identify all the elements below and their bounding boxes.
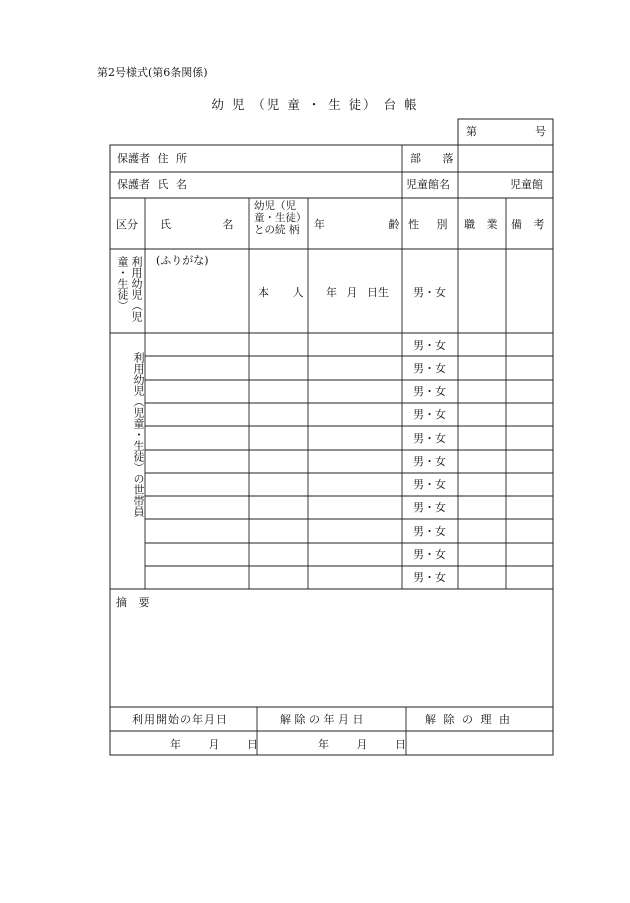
family-row-sex: 男・女 xyxy=(413,548,446,561)
header-age: 年 齢 xyxy=(314,218,400,231)
center-suffix: 児童館 xyxy=(510,178,543,191)
user-furigana: (ふりがな) xyxy=(156,254,209,267)
guardian-name-label: 保護者 氏 名 xyxy=(117,178,187,191)
family-row-sex: 男・女 xyxy=(413,571,446,584)
start-date-value: 年 月 日 xyxy=(170,738,258,751)
number-suffix: 号 xyxy=(535,125,546,138)
header-sex: 性 別 xyxy=(408,218,448,231)
family-row-sex: 男・女 xyxy=(413,385,446,398)
family-category-col2: 利用幼児（児童・生徒）の世帯員 xyxy=(132,352,145,517)
number-prefix: 第 xyxy=(466,125,477,138)
cancel-date-value: 年 月 日 xyxy=(318,738,406,751)
user-relation: 本 人 xyxy=(258,286,304,299)
family-row-sex: 男・女 xyxy=(413,525,446,538)
header-notes: 備 考 xyxy=(511,218,545,231)
header-category: 区分 xyxy=(116,218,138,231)
user-birthdate: 年 月 日生 xyxy=(326,286,389,299)
start-date-label: 利用開始の年月日 xyxy=(132,713,228,726)
family-row-sex: 男・女 xyxy=(413,339,446,352)
district-label: 部 落 xyxy=(410,152,454,165)
form-title: 幼 児 （児 童 ・ 生 徒） 台 帳 xyxy=(211,97,419,112)
family-row-sex: 男・女 xyxy=(413,478,446,491)
user-sex: 男・女 xyxy=(413,286,446,299)
family-row-sex: 男・女 xyxy=(413,432,446,445)
user-row-category: 利用幼児（児童・生徒） xyxy=(116,256,143,322)
form-number: 第2号様式(第6条関係) xyxy=(97,66,208,79)
number-box xyxy=(466,125,546,138)
family-row-sex: 男・女 xyxy=(413,408,446,421)
family-row-sex: 男・女 xyxy=(413,362,446,375)
cancel-date-label: 解 除 の 年 月 日 xyxy=(280,713,364,726)
center-name-label: 児童館名 xyxy=(406,178,450,191)
family-category xyxy=(111,352,145,572)
summary-label: 摘 要 xyxy=(116,596,150,609)
guardian-address-label: 保護者 住 所 xyxy=(117,152,187,165)
header-relation: 幼児（児童・生徒）との続 柄 xyxy=(254,200,302,236)
family-row-sex: 男・女 xyxy=(413,501,446,514)
cancel-reason-label: 解 除 の 理 由 xyxy=(425,713,510,726)
family-row-sex: 男・女 xyxy=(413,455,446,468)
header-name: 氏 名 xyxy=(160,218,234,231)
header-occupation: 職 業 xyxy=(464,218,498,231)
